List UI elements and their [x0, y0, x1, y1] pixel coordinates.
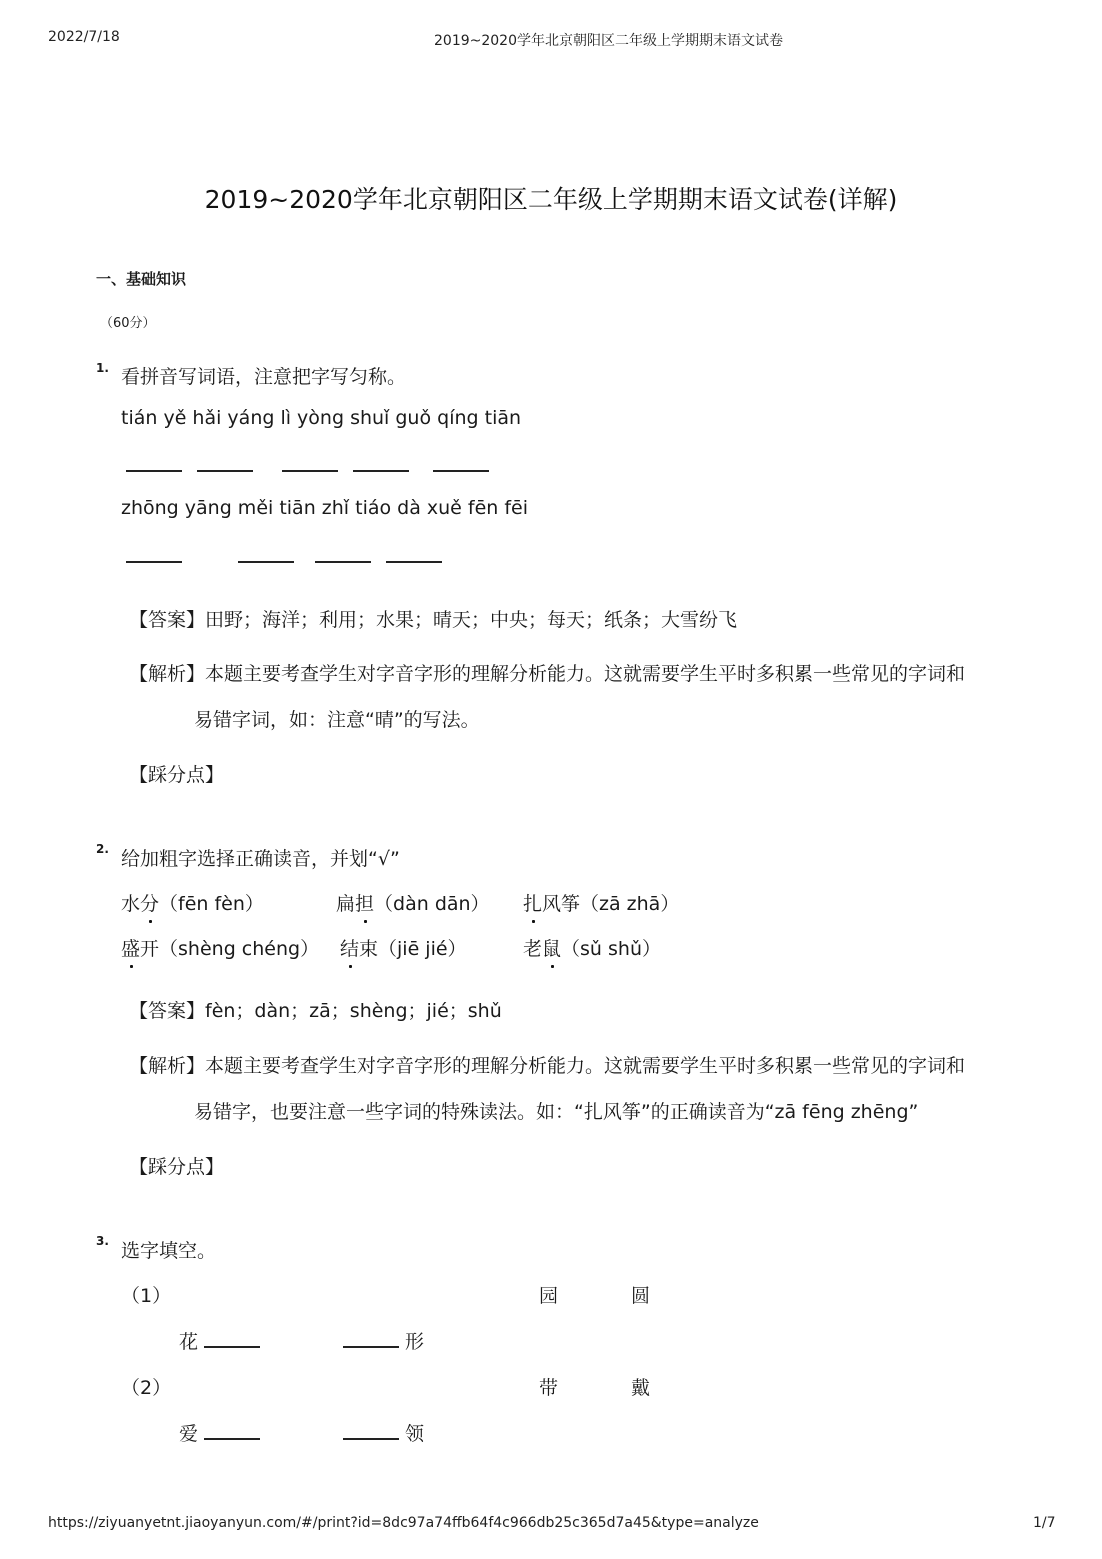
analysis-label: 【解析】 [129, 1055, 206, 1077]
subquestion-number: （1） [121, 1285, 172, 1307]
analysis-text-cont: 易错字词，如：注意“晴”的写法。 [194, 709, 480, 731]
question-number: 2. [96, 842, 109, 856]
reading-item: 扎风筝（zā zhā） [523, 889, 679, 916]
section-score: （60分） [100, 316, 156, 331]
answer-blank [204, 1332, 260, 1348]
reading-item: 盛开（shèng chéng） [121, 934, 319, 961]
reading-item: 扁担（dàn dān） [336, 889, 490, 916]
answer-blank [343, 1424, 399, 1440]
emphasis-char: 盛 [121, 934, 140, 961]
question-prompt: 看拼音写词语，注意把字写匀称。 [121, 366, 407, 388]
analysis-text: 本题主要考查学生对字音字形的理解分析能力。这就需要学生平时多积累一些常见的字词和 [205, 663, 966, 685]
answer-blank [238, 561, 294, 563]
fill-word: 爱 [179, 1419, 260, 1446]
emphasis-char: 结 [340, 934, 359, 961]
emphasis-char: 扎 [523, 889, 542, 916]
emphasis-char: 分 [140, 889, 159, 916]
reading-item: 水分（fēn fèn） [121, 889, 264, 916]
answer-blank [433, 470, 489, 472]
answer-label: 【答案】 [129, 1000, 206, 1022]
fill-word: 花 [179, 1327, 260, 1354]
subquestion-number: （2） [121, 1377, 172, 1399]
print-header-title: 2019~2020学年北京朝阳区二年级上学期期末语文试卷 [434, 33, 783, 49]
analysis-section [129, 659, 965, 686]
question-number: 1. [96, 361, 109, 375]
question-number: 3. [96, 1234, 109, 1248]
answer-blank [282, 470, 338, 472]
answer-blank [343, 1332, 399, 1348]
question-prompt: 给加粗字选择正确读音，并划“√” [121, 848, 400, 870]
page-title: 2019~2020学年北京朝阳区二年级上学期期末语文试卷(详解) [204, 185, 898, 214]
analysis-text-cont: 易错字，也要注意一些字词的特殊读法。如：“扎风筝”的正确读音为“zā fēng zhēng” [194, 1101, 919, 1123]
print-url: https://ziyuanyetnt.jiaoyanyun.com/#/print?id=8dc97a74ffb64f4c966db25c365d7a45&type=analyze [48, 1515, 759, 1531]
option-char: 圆 [631, 1285, 651, 1307]
emphasis-char: 担 [355, 889, 374, 916]
fill-word: 领 [343, 1419, 424, 1446]
pinyin-line: zhōng yāng měi tiān zhǐ tiáo dà xuě fēn fēi [121, 497, 529, 519]
answer-text: fèn；dàn；zā；shèng；jié；shǔ [205, 1000, 502, 1022]
answer-text: 田野；海洋；利用；水果；晴天；中央；每天；纸条；大雪纷飞 [205, 609, 738, 631]
section-heading: 一、基础知识 [96, 270, 187, 288]
option-char: 戴 [631, 1377, 651, 1399]
question-prompt: 选字填空。 [121, 1240, 217, 1262]
answer-blank [386, 561, 442, 563]
print-date: 2022/7/18 [48, 29, 120, 45]
answer-section [129, 996, 502, 1023]
analysis-text: 本题主要考查学生对字音字形的理解分析能力。这就需要学生平时多积累一些常见的字词和 [205, 1055, 966, 1077]
answer-blank [204, 1424, 260, 1440]
option-char: 带 [539, 1377, 559, 1399]
points-label: 【踩分点】 [129, 764, 225, 786]
answer-label: 【答案】 [129, 609, 206, 631]
answer-blank [315, 561, 371, 563]
page-number: 1/7 [1033, 1515, 1056, 1531]
answer-blank [126, 470, 182, 472]
answer-blank [197, 470, 253, 472]
answer-blank [353, 470, 409, 472]
option-char: 园 [539, 1285, 559, 1307]
pinyin-line: tián yě hǎi yáng lì yòng shuǐ guǒ qíng tiān [121, 407, 522, 429]
answer-section [129, 605, 737, 632]
analysis-label: 【解析】 [129, 663, 206, 685]
emphasis-char: 鼠 [542, 934, 561, 961]
reading-item: 老鼠（sǔ shǔ） [523, 934, 661, 961]
analysis-section [129, 1051, 965, 1078]
fill-word: 形 [343, 1327, 424, 1354]
reading-item: 结束（jiē jié） [340, 934, 467, 961]
answer-blank [126, 561, 182, 563]
points-label: 【踩分点】 [129, 1156, 225, 1178]
